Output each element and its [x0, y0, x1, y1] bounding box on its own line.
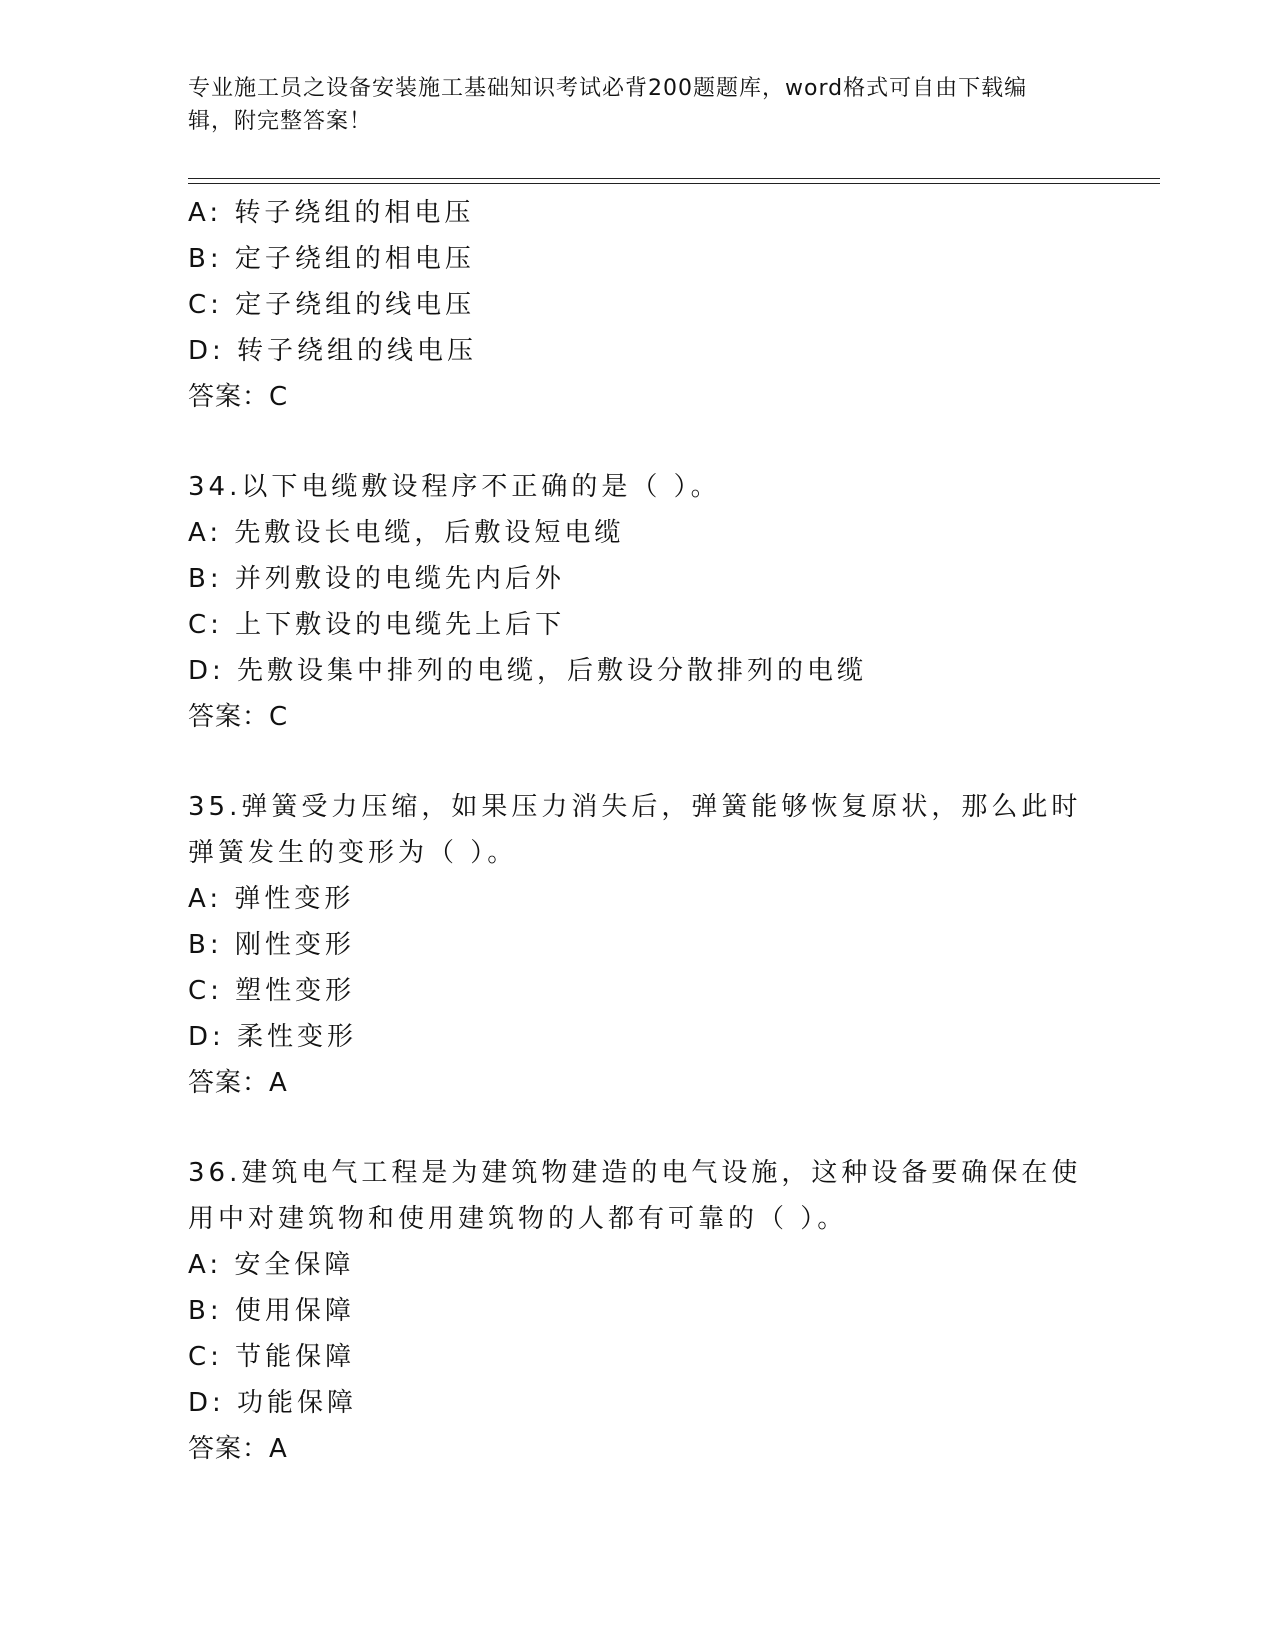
question-block-35	[188, 784, 1088, 1106]
header-divider-top	[188, 178, 1160, 179]
option-a: A: 弹性变形	[188, 884, 355, 914]
option-d: D: 柔性变形	[188, 1022, 358, 1052]
answer-line: 答案：A	[188, 1068, 288, 1098]
option-d: D: 先敷设集中排列的电缆，后敷设分散排列的电缆	[188, 656, 868, 686]
question-text: 35.弹簧受力压缩，如果压力消失后，弹簧能够恢复原状，那么此时弹簧发生的变形为（ ）。	[188, 792, 1082, 868]
option-a: A: 转子绕组的相电压	[188, 198, 475, 228]
answer-line: 答案：C	[188, 382, 289, 412]
option-a: A: 安全保障	[188, 1250, 355, 1280]
question-text: 34.以下电缆敷设程序不正确的是（ ）。	[188, 472, 721, 502]
question-block-33	[188, 190, 1088, 420]
option-d: D: 转子绕组的线电压	[188, 336, 478, 366]
option-d: D: 功能保障	[188, 1388, 358, 1418]
option-b: B: 定子绕组的相电压	[188, 244, 475, 274]
document-body	[188, 190, 1088, 1472]
header-divider-bottom	[188, 183, 1160, 184]
document-header: 专业施工员之设备安装施工基础知识考试必背200题题库，word格式可自由下载编辑，附完整答案！	[188, 76, 1028, 134]
option-c: C: 塑性变形	[188, 976, 356, 1006]
question-block-36	[188, 1150, 1088, 1472]
spacer	[188, 420, 1088, 464]
option-b: B: 并列敷设的电缆先内后外	[188, 564, 565, 594]
answer-line: 答案：C	[188, 702, 289, 732]
answer-line: 答案：A	[188, 1434, 288, 1464]
option-b: B: 刚性变形	[188, 930, 355, 960]
question-text: 36.建筑电气工程是为建筑物建造的电气设施，这种设备要确保在使用中对建筑物和使用建筑物的人都有可靠的（ ）。	[188, 1158, 1082, 1234]
option-c: C: 节能保障	[188, 1342, 356, 1372]
question-block-34	[188, 464, 1088, 740]
option-a: A: 先敷设长电缆，后敷设短电缆	[188, 518, 625, 548]
spacer	[188, 740, 1088, 784]
option-c: C: 上下敷设的电缆先上后下	[188, 610, 566, 640]
option-c: C: 定子绕组的线电压	[188, 290, 476, 320]
spacer	[188, 1106, 1088, 1150]
option-b: B: 使用保障	[188, 1296, 355, 1326]
